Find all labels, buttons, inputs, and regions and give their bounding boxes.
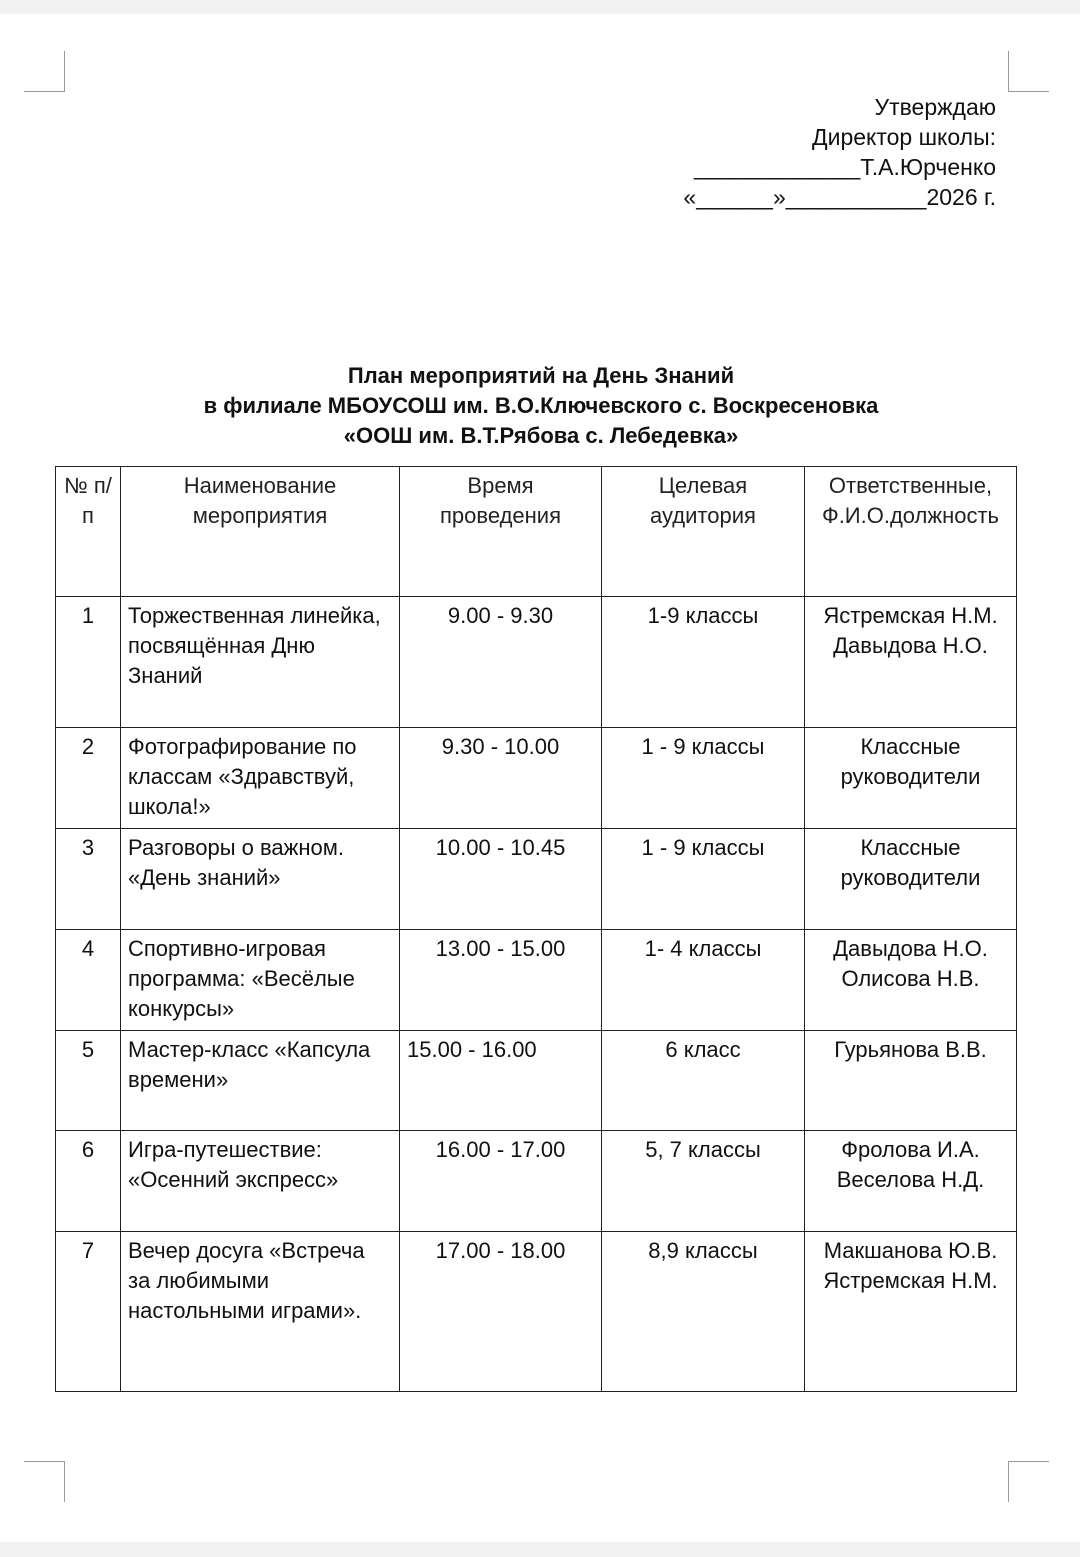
row-time: 10.00 - 10.45	[400, 829, 602, 930]
row-num: 2	[56, 728, 121, 829]
row-audience: 1 - 9 классы	[602, 829, 805, 930]
document-title	[0, 361, 1080, 451]
table-header-row	[56, 467, 1017, 597]
row-audience: 1-9 классы	[602, 597, 805, 728]
row-responsible: Классные руководители	[805, 728, 1017, 829]
margin-mark-bottom-left	[24, 1461, 65, 1502]
row-num: 5	[56, 1031, 121, 1131]
approval-date-line: «______»___________2026 г.	[683, 184, 996, 210]
table-row	[56, 597, 1017, 728]
row-audience: 1 - 9 классы	[602, 728, 805, 829]
row-event-name: Разговоры о важном. «День знаний»	[121, 829, 400, 930]
row-time: 9.30 - 10.00	[400, 728, 602, 829]
row-num: 4	[56, 930, 121, 1031]
table-row	[56, 1031, 1017, 1131]
title-line-2: в филиале МБОУСОШ им. В.О.Ключевского с. Воскресеновка	[203, 393, 879, 418]
approval-heading: Утверждаю	[874, 94, 996, 120]
row-event-name: Спортивно-игровая программа: «Весёлые конкурсы»	[121, 930, 400, 1031]
row-responsible: Макшанова Ю.В. Ястремская Н.М.	[805, 1232, 1017, 1392]
margin-mark-top-right	[1008, 51, 1049, 92]
row-event-name: Торжественная линейка, посвящённая Дню Знаний	[121, 597, 400, 728]
header-responsible: Ответственные, Ф.И.О.должность	[805, 467, 1017, 597]
row-audience: 5, 7 классы	[602, 1131, 805, 1232]
row-responsible: Давыдова Н.О. Олисова Н.В.	[805, 930, 1017, 1031]
title-line-1: План мероприятий на День Знаний	[347, 363, 735, 388]
row-num: 7	[56, 1232, 121, 1392]
row-responsible: Фролова И.А. Веселова Н.Д.	[805, 1131, 1017, 1232]
margin-mark-top-left	[24, 51, 65, 92]
table-row	[56, 829, 1017, 930]
events-table	[55, 466, 1017, 1392]
row-responsible: Ястремская Н.М. Давыдова Н.О.	[805, 597, 1017, 728]
row-time: 9.00 - 9.30	[400, 597, 602, 728]
table-row	[56, 1232, 1017, 1392]
row-audience: 8,9 классы	[602, 1232, 805, 1392]
table-row	[56, 728, 1017, 829]
row-time: 17.00 - 18.00	[400, 1232, 602, 1392]
header-num: № п/п	[56, 467, 121, 597]
row-event-name: Вечер досуга «Встреча за любимыми настольными играми».	[121, 1232, 400, 1392]
row-num: 6	[56, 1131, 121, 1232]
row-audience: 1- 4 классы	[602, 930, 805, 1031]
table-row	[56, 930, 1017, 1031]
approval-block	[683, 92, 996, 212]
title-line-3: «ООШ им. В.Т.Рябова с. Лебедевка»	[343, 423, 739, 448]
table-row	[56, 1131, 1017, 1232]
row-event-name: Фотографирование по классам «Здравствуй, школа!»	[121, 728, 400, 829]
margin-mark-bottom-right	[1008, 1461, 1049, 1502]
row-time: 15.00 - 16.00	[400, 1031, 602, 1131]
approval-position: Директор школы:	[812, 124, 996, 150]
row-num: 3	[56, 829, 121, 930]
row-event-name: Игра-путешествие: «Осенний экспресс»	[121, 1131, 400, 1232]
header-audience: Целевая аудитория	[602, 467, 805, 597]
approval-signature-line: _____________Т.А.Юрченко	[693, 154, 996, 180]
header-name: Наименование мероприятия	[121, 467, 400, 597]
row-audience: 6 класс	[602, 1031, 805, 1131]
row-time: 13.00 - 15.00	[400, 930, 602, 1031]
row-event-name: Мастер-класс «Капсула времени»	[121, 1031, 400, 1131]
row-responsible: Классные руководители	[805, 829, 1017, 930]
row-time: 16.00 - 17.00	[400, 1131, 602, 1232]
row-responsible: Гурьянова В.В.	[805, 1031, 1017, 1131]
row-num: 1	[56, 597, 121, 728]
header-time: Время проведения	[400, 467, 602, 597]
